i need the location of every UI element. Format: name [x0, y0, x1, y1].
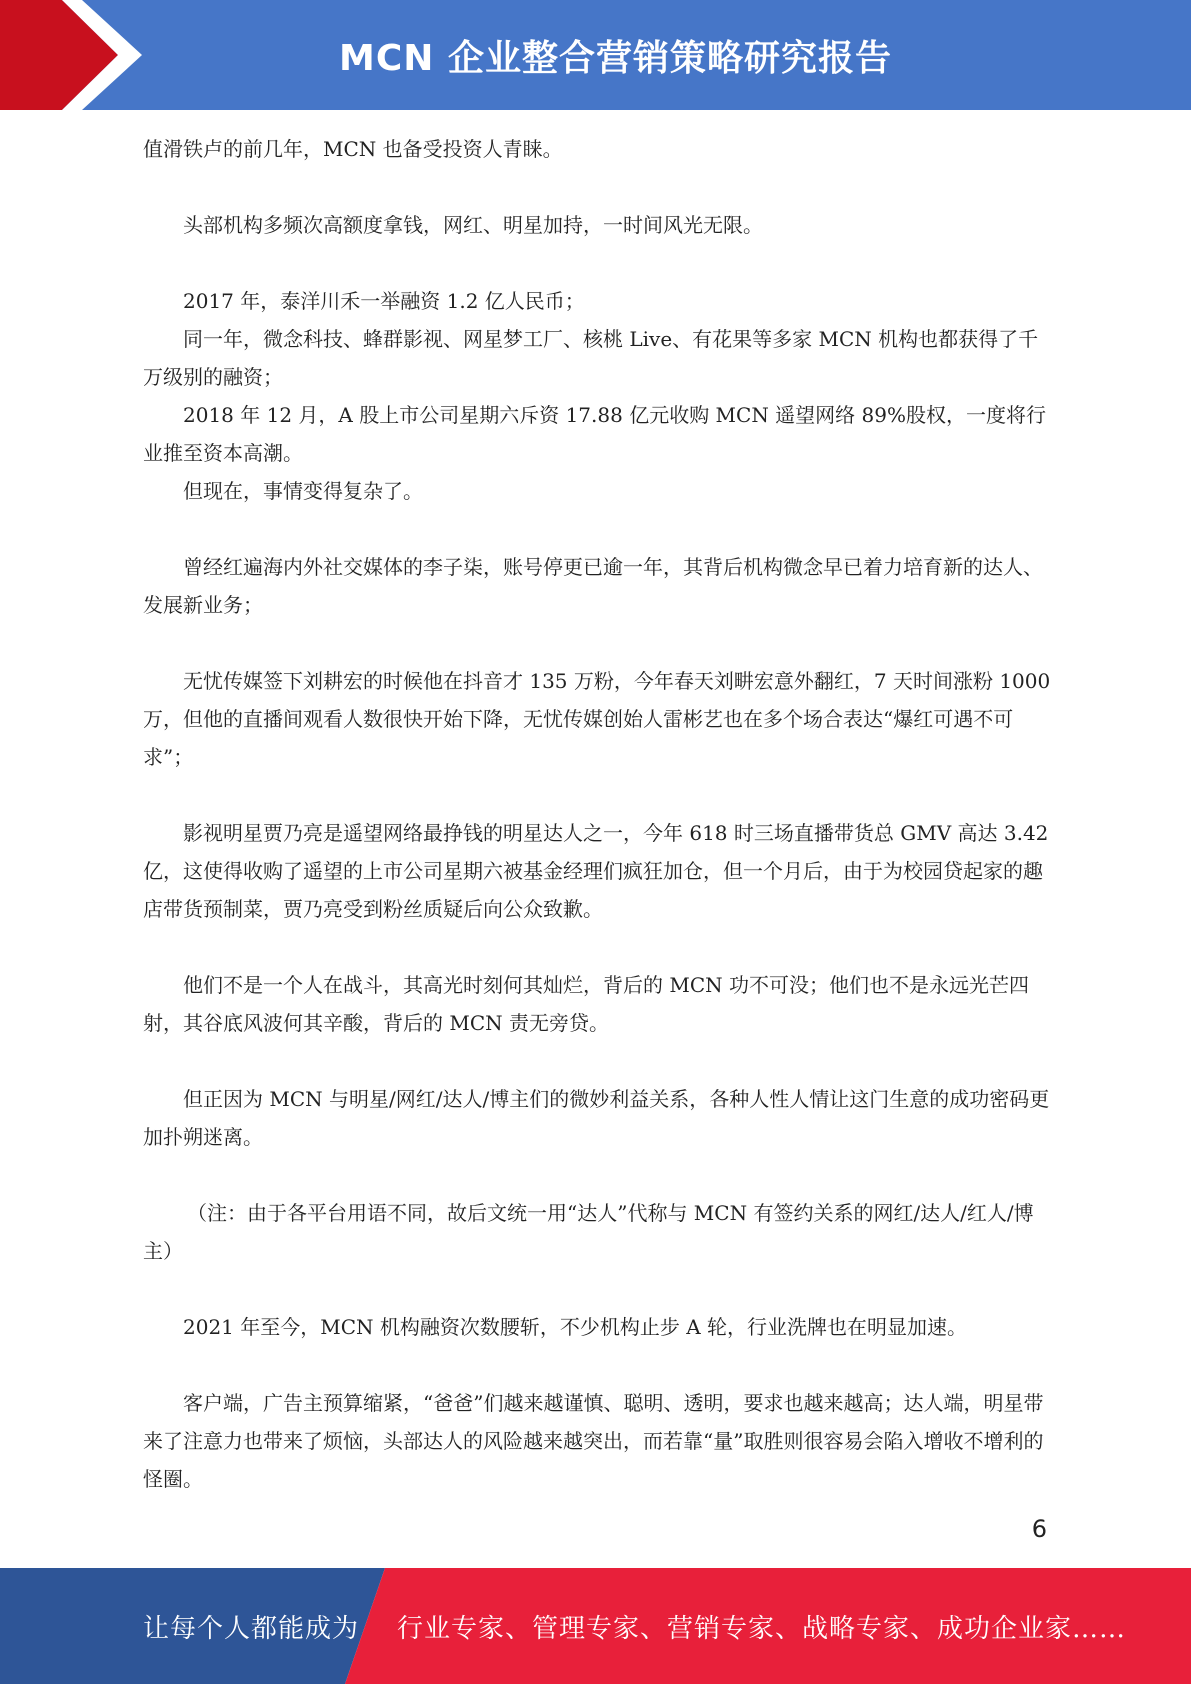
page-header [0, 0, 1191, 110]
paragraph: 值滑铁卢的前几年，MCN 也备受投资人青睐。 [143, 137, 563, 161]
paragraph: 客户端，广告主预算缩紧，“爸爸”们越来越谨慎、聪明、透明，要求也越来越高；达人端，明星带来了注意力也带来了烦恼，头部达人的风险越来越突出，而若靠“量”取胜则很容易会陷入增收不增利的怪圈。 [143, 1391, 1044, 1491]
header-title: MCN 企业整合营销策略研究报告 [339, 37, 892, 79]
page-footer [0, 1568, 1191, 1684]
paragraph: 头部机构多频次高额度拿钱，网红、明星加持，一时间风光无限。 [183, 213, 763, 237]
paragraph: 但正因为 MCN 与明星/网红/达人/博主们的微妙利益关系，各种人性人情让这门生意的成功密码更加扑朔迷离。 [143, 1087, 1050, 1149]
paragraph: 同一年，微念科技、蜂群影视、网星梦工厂、核桃 Live、有花果等多家 MCN 机构也都获得了千万级别的融资； [143, 327, 1039, 389]
paragraph: 他们不是一个人在战斗，其高光时刻何其灿烂，背后的 MCN 功不可没；他们也不是永远光芒四射，其谷底风波何其辛酸，背后的 MCN 责无旁贷。 [143, 973, 1029, 1035]
page-number: 6 [1031, 1515, 1047, 1543]
paragraph: 2021 年至今，MCN 机构融资次数腰斩，不少机构止步 A 轮，行业洗牌也在明显加速。 [183, 1315, 968, 1339]
paragraph: 曾经红遍海内外社交媒体的李子柒，账号停更已逾一年，其背后机构微念早已着力培育新的达人、发展新业务； [143, 555, 1043, 617]
paragraph: 无忧传媒签下刘耕宏的时候他在抖音才 135 万粉，今年春天刘畊宏意外翻红，7 天时间涨粉 1000 万，但他的直播间观看人数很快开始下降，无忧传媒创始人雷彬艺也在多个场合表达“爆红可遇不可求”； [143, 669, 1051, 769]
footer-slogan-right: 行业专家、管理专家、营销专家、战略专家、成功企业家…… [397, 1613, 1127, 1644]
document-body [143, 130, 1053, 1498]
paragraph: 影视明星贾乃亮是遥望网络最挣钱的明星达人之一，今年 618 时三场直播带货总 GMV 高达 3.42 亿，这使得收购了遥望的上市公司星期六被基金经理们疯狂加仓，但一个月后，由于为校园贷起家的趣店带货预制菜，贾乃亮受到粉丝质疑后向公众致歉。 [143, 821, 1049, 921]
paragraph: 但现在，事情变得复杂了。 [183, 479, 423, 503]
paragraph-note: （注：由于各平台用语不同，故后文统一用“达人”代称与 MCN 有签约关系的网红/达人/红人/博主） [143, 1201, 1034, 1263]
footer-slogan-left: 让每个人都能成为 [143, 1613, 360, 1644]
paragraph: 2017 年，泰洋川禾一举融资 1.2 亿人民币； [183, 289, 585, 313]
paragraph: 2018 年 12 月，A 股上市公司星期六斥资 17.88 亿元收购 MCN 遥望网络 89%股权，一度将行业推至资本高潮。 [143, 403, 1046, 465]
header-arrow-logo [0, 0, 150, 110]
